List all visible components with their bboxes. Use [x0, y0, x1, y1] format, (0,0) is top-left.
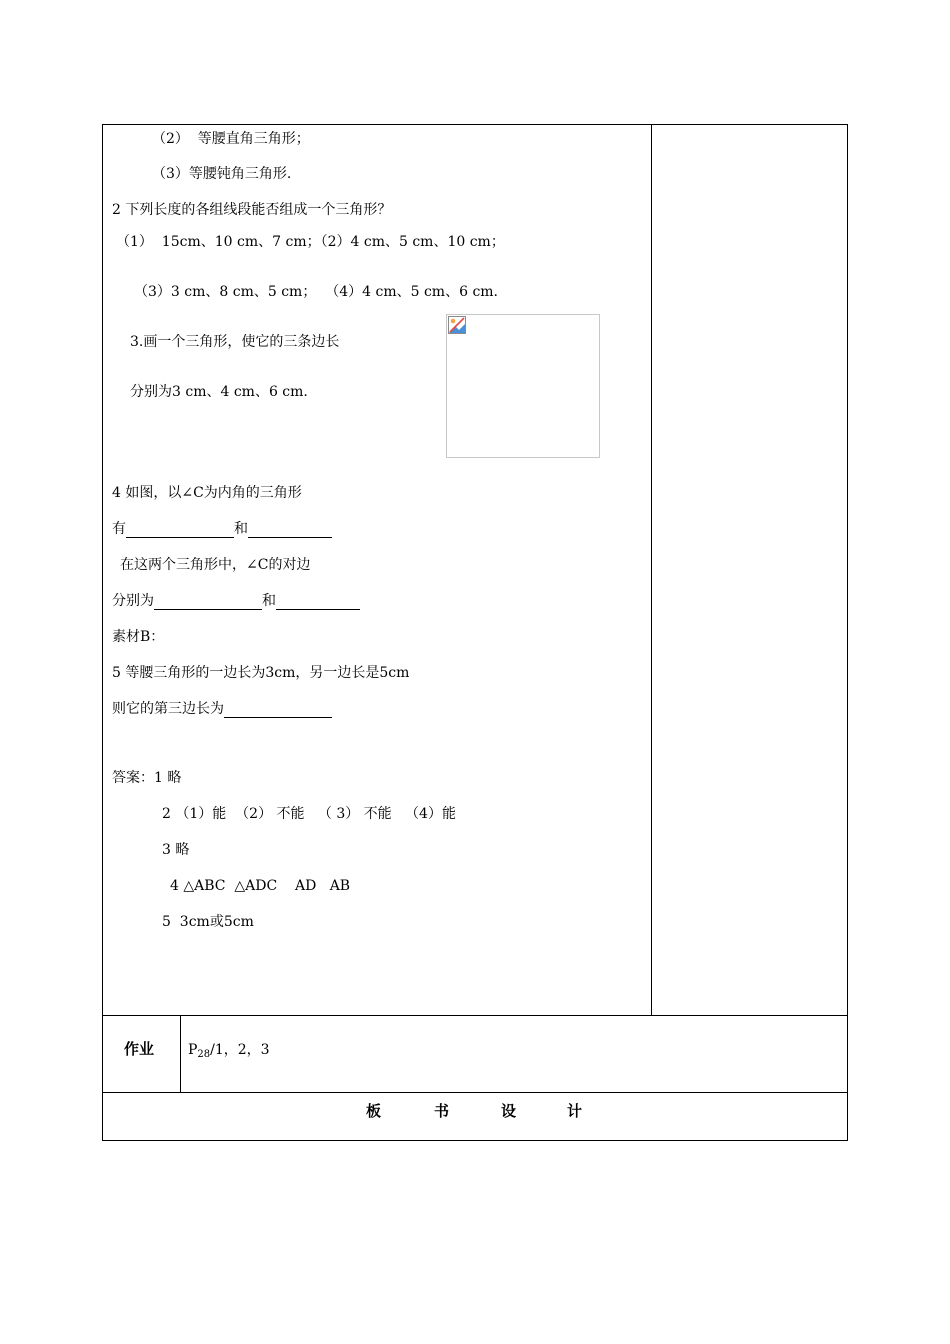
answer-blank[interactable] — [276, 595, 360, 610]
homework-column-divider — [180, 1015, 181, 1093]
question-2-line: （1） 15cm、10 cm、7 cm；（2）4 cm、5 cm、10 cm； — [116, 234, 505, 250]
table-left-border — [102, 124, 103, 1141]
text-segment: 和 — [234, 521, 248, 537]
board-design-char: 计 — [567, 1102, 583, 1120]
question-5-line — [112, 700, 332, 718]
board-design-char: 板 — [366, 1102, 382, 1120]
text-segment: P — [188, 1042, 198, 1058]
answer-blank[interactable] — [248, 523, 332, 538]
question-5-line: 5 等腰三角形的一边长为3cm，另一边长是5cm — [112, 665, 410, 681]
answer-blank[interactable] — [154, 595, 262, 610]
answer-line: 2 （1）能 （2） 不能 （ 3） 不能 （4）能 — [162, 806, 456, 822]
broken-image-icon — [448, 316, 466, 334]
figure-image-placeholder — [446, 314, 600, 458]
answer-line: 5 3cm或5cm — [162, 914, 254, 930]
question-3-line: 分别为3 cm、4 cm、6 cm. — [130, 384, 308, 400]
table-top-border — [102, 124, 848, 125]
table-bottom-border — [102, 1140, 848, 1141]
question-4-line — [112, 592, 360, 610]
row-divider — [102, 1092, 848, 1093]
text-segment: 和 — [262, 593, 276, 609]
homework-content — [188, 1041, 270, 1061]
question-3-line: 3.画一个三角形，使它的三条边长 — [130, 334, 340, 350]
material-label: 素材B： — [112, 629, 165, 645]
answers-title: 答案：1 略 — [112, 770, 182, 786]
exercise-line: （3）等腰钝角三角形. — [152, 166, 292, 182]
question-2-title: 2 下列长度的各组线段能否组成一个三角形？ — [112, 202, 392, 218]
question-4-line: 4 如图，以∠C为内角的三角形 — [112, 485, 302, 501]
answer-line: 4 △ABC △ADC AD AB — [170, 878, 351, 894]
subscript: 28 — [197, 1049, 211, 1060]
row-divider — [102, 1015, 848, 1016]
text-segment: 有 — [112, 521, 126, 537]
text-segment: 则它的第三边长为 — [112, 701, 224, 717]
text-segment: 分别为 — [112, 593, 154, 609]
table-right-border — [847, 124, 848, 1141]
answer-line: 3 略 — [162, 842, 190, 858]
answer-blank[interactable] — [224, 703, 332, 718]
column-divider — [651, 124, 652, 1016]
homework-label: 作业 — [124, 1040, 155, 1058]
board-design-char: 设 — [501, 1102, 517, 1120]
question-4-line — [112, 520, 332, 538]
question-4-line: 在这两个三角形中，∠C的对边 — [120, 557, 311, 573]
answer-blank[interactable] — [126, 523, 234, 538]
text-segment: /1，2，3 — [210, 1042, 270, 1058]
question-2-line: （3）3 cm、8 cm、5 cm； （4）4 cm、5 cm、6 cm. — [134, 284, 499, 300]
exercise-line: （2） 等腰直角三角形； — [152, 131, 310, 147]
board-design-char: 书 — [434, 1102, 450, 1120]
